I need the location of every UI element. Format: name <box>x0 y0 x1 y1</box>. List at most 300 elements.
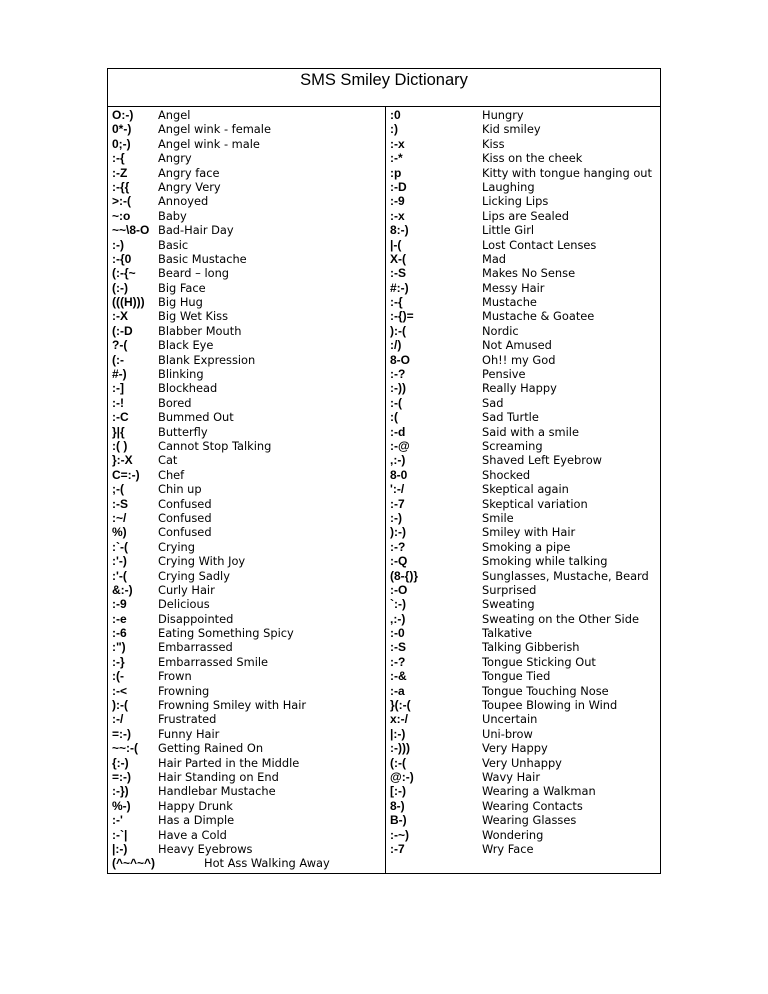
smiley-code: :-O <box>390 582 408 597</box>
smiley-meaning: Tongue Tied <box>482 669 551 684</box>
dictionary-row <box>112 238 382 252</box>
smiley-meaning: Shaved Left Eyebrow <box>482 453 602 468</box>
smiley-meaning: Big Face <box>158 280 206 295</box>
smiley-code: :-( <box>390 395 402 410</box>
smiley-meaning: Chin up <box>158 482 202 497</box>
smiley-meaning: Mustache <box>482 295 537 310</box>
dictionary-row <box>390 353 658 367</box>
smiley-meaning: Messy Hair <box>482 280 545 295</box>
smiley-code: :-S <box>390 640 406 655</box>
smiley-meaning: Smoking while talking <box>482 554 608 569</box>
smiley-code: :-d <box>390 424 406 439</box>
smiley-code: ;-( <box>112 482 124 497</box>
dictionary-row <box>390 108 658 122</box>
dictionary-row <box>112 813 382 827</box>
dictionary-row <box>390 497 658 511</box>
smiley-code: :-) <box>390 510 402 525</box>
smiley-code: (:-) <box>112 280 128 295</box>
dictionary-row <box>112 626 382 640</box>
smiley-code: C=:-) <box>112 467 140 482</box>
smiley-code: :-9 <box>112 597 127 612</box>
dictionary-row <box>390 626 658 640</box>
dictionary-row <box>390 166 658 180</box>
smiley-code: ,:-) <box>390 611 406 626</box>
smiley-meaning: Black Eye <box>158 338 214 353</box>
dictionary-row <box>390 655 658 669</box>
dictionary-row <box>390 223 658 237</box>
dictionary-row <box>112 828 382 842</box>
dictionary-row <box>390 554 658 568</box>
dictionary-row <box>390 525 658 539</box>
smiley-code: (:- <box>112 352 124 367</box>
smiley-code: >:-( <box>112 194 131 209</box>
smiley-meaning: Has a Dimple <box>158 813 235 828</box>
smiley-meaning: Wavy Hair <box>482 769 541 784</box>
smiley-meaning: Frown <box>158 669 192 684</box>
smiley-meaning: Baby <box>158 208 187 223</box>
smiley-code: :-X <box>112 309 128 324</box>
smiley-code: }|{ <box>112 424 125 439</box>
dictionary-row <box>390 569 658 583</box>
smiley-meaning: Kid smiley <box>482 122 541 137</box>
smiley-code: :-/ <box>112 712 124 727</box>
smiley-code: :-? <box>390 654 406 669</box>
smiley-meaning: Angel <box>158 108 191 122</box>
smiley-meaning: Hair Parted in the Middle <box>158 755 300 770</box>
smiley-code: :-{{ <box>112 179 130 194</box>
smiley-code: ,:-) <box>390 453 406 468</box>
smiley-meaning: Embarrassed <box>158 640 233 655</box>
smiley-meaning: Blank Expression <box>158 352 256 367</box>
dictionary-row <box>390 482 658 496</box>
smiley-code: :-9 <box>390 194 405 209</box>
smiley-meaning: Angel wink - female <box>158 122 271 137</box>
dictionary-row <box>112 569 382 583</box>
smiley-meaning: Handlebar Mustache <box>158 784 276 799</box>
smiley-code: @:-) <box>390 769 414 784</box>
smiley-meaning: Wearing Contacts <box>482 798 583 813</box>
dictionary-row <box>112 669 382 683</box>
smiley-code: 0;-) <box>112 136 131 151</box>
smiley-meaning: Bored <box>158 395 192 410</box>
dictionary-row <box>390 756 658 770</box>
smiley-code: :-{ <box>112 151 125 166</box>
smiley-code: #:-) <box>390 280 409 295</box>
dictionary-row <box>390 612 658 626</box>
dictionary-row <box>390 425 658 439</box>
smiley-meaning: Hot Ass Walking Away <box>204 856 330 871</box>
dictionary-row <box>390 252 658 266</box>
smiley-code: (:-( <box>390 755 406 770</box>
smiley-code: :-)) <box>390 381 406 396</box>
smiley-meaning: Really Happy <box>482 381 557 396</box>
dictionary-row <box>112 122 382 136</box>
smiley-code: |:-) <box>390 726 406 741</box>
smiley-meaning: Getting Rained On <box>158 741 264 756</box>
dictionary-row <box>112 453 382 467</box>
smiley-code: 8-) <box>390 798 405 813</box>
smiley-code: }:-X <box>112 453 133 468</box>
smiley-code: ):-) <box>390 525 406 540</box>
dictionary-row <box>390 410 658 424</box>
dictionary-row <box>112 511 382 525</box>
smiley-code: :-}) <box>112 784 129 799</box>
right-column <box>390 108 658 856</box>
smiley-meaning: Blabber Mouth <box>158 323 242 338</box>
dictionary-row <box>112 353 382 367</box>
smiley-meaning: Sunglasses, Mustache, Beard <box>482 568 649 583</box>
smiley-meaning: Cat <box>158 453 178 468</box>
dictionary-row <box>390 137 658 151</box>
smiley-meaning: Smiley with Hair <box>482 525 576 540</box>
dictionary-row <box>112 640 382 654</box>
smiley-code: [:-) <box>390 784 406 799</box>
dictionary-row <box>112 727 382 741</box>
smiley-code: :-< <box>112 683 127 698</box>
dictionary-row <box>112 410 382 424</box>
smiley-code: :-))) <box>390 741 410 756</box>
smiley-code: ):-( <box>112 698 128 713</box>
dictionary-row <box>112 425 382 439</box>
smiley-meaning: Delicious <box>158 597 210 612</box>
dictionary-row <box>112 209 382 223</box>
smiley-meaning: Oh!! my God <box>482 352 556 367</box>
smiley-code: :'-( <box>112 568 127 583</box>
dictionary-row <box>390 281 658 295</box>
smiley-code: :") <box>112 640 126 655</box>
smiley-code: :-{)= <box>390 309 414 324</box>
smiley-dictionary-table <box>107 68 661 874</box>
left-column <box>112 108 382 871</box>
column-divider <box>385 106 386 873</box>
smiley-meaning: Big Hug <box>158 295 203 310</box>
smiley-code: :-? <box>390 367 406 382</box>
smiley-code: {:-) <box>112 755 129 770</box>
dictionary-row <box>112 151 382 165</box>
smiley-code: 0*-) <box>112 122 132 137</box>
smiley-code: B-) <box>390 813 407 828</box>
smiley-code: :-! <box>112 395 124 410</box>
smiley-meaning: Hair Standing on End <box>158 769 279 784</box>
dictionary-row <box>112 842 382 856</box>
dictionary-row <box>112 698 382 712</box>
smiley-meaning: Wondering <box>482 827 544 842</box>
smiley-meaning: Mustache & Goatee <box>482 309 595 324</box>
dictionary-row <box>390 712 658 726</box>
dictionary-row <box>390 727 658 741</box>
smiley-code: :-{ <box>390 295 403 310</box>
smiley-code: 8:-) <box>390 223 409 238</box>
smiley-meaning: Skeptical again <box>482 482 569 497</box>
dictionary-row <box>390 295 658 309</box>
dictionary-row <box>112 180 382 194</box>
smiley-code: (^~^~^) <box>112 856 156 871</box>
dictionary-row <box>390 784 658 798</box>
dictionary-row <box>112 396 382 410</box>
smiley-meaning: Happy Drunk <box>158 798 233 813</box>
smiley-meaning: Frowning Smiley with Hair <box>158 698 307 713</box>
smiley-meaning: Mad <box>482 251 507 266</box>
smiley-meaning: Crying With Joy <box>158 554 246 569</box>
dictionary-row <box>390 669 658 683</box>
smiley-meaning: Angry Very <box>158 179 221 194</box>
dictionary-row <box>112 108 382 122</box>
smiley-code: |-( <box>390 237 402 252</box>
smiley-code: :-* <box>390 151 403 166</box>
smiley-meaning: Confused <box>158 496 212 511</box>
smiley-code: ~~\8-O <box>112 223 150 238</box>
dictionary-row <box>390 511 658 525</box>
smiley-meaning: Said with a smile <box>482 424 579 439</box>
smiley-code: `:-) <box>390 597 406 612</box>
dictionary-row <box>112 655 382 669</box>
smiley-meaning: Funny Hair <box>158 726 220 741</box>
smiley-meaning: Blockhead <box>158 381 218 396</box>
dictionary-row <box>390 209 658 223</box>
smiley-meaning: Sad Turtle <box>482 410 539 425</box>
smiley-meaning: Frustrated <box>158 712 217 727</box>
smiley-meaning: Embarrassed Smile <box>158 654 269 669</box>
smiley-meaning: Hungry <box>482 108 524 122</box>
smiley-code: :-' <box>112 813 123 828</box>
smiley-code: :-C <box>112 410 129 425</box>
dictionary-row <box>390 583 658 597</box>
dictionary-row <box>390 338 658 352</box>
dictionary-row <box>390 122 658 136</box>
dictionary-row <box>112 856 382 870</box>
dictionary-row <box>390 396 658 410</box>
dictionary-row <box>390 381 658 395</box>
smiley-code: :-@ <box>390 438 410 453</box>
smiley-meaning: Big Wet Kiss <box>158 309 229 324</box>
dictionary-row <box>112 266 382 280</box>
smiley-code: #-) <box>112 367 127 382</box>
smiley-meaning: Shocked <box>482 467 531 482</box>
smiley-code: (((H))) <box>112 295 145 310</box>
smiley-code: :-7 <box>390 496 405 511</box>
smiley-code: %-) <box>112 798 131 813</box>
smiley-meaning: Sweating on the Other Side <box>482 611 639 626</box>
smiley-code: 8-O <box>390 352 411 367</box>
smiley-meaning: Lost Contact Lenses <box>482 237 597 252</box>
smiley-code: :-6 <box>112 626 127 641</box>
smiley-code: =:-) <box>112 769 131 784</box>
smiley-meaning: Nordic <box>482 323 519 338</box>
smiley-code: (:-D <box>112 323 133 338</box>
smiley-meaning: Kiss on the cheek <box>482 151 583 166</box>
smiley-code: :( ) <box>112 438 128 453</box>
dictionary-row <box>112 324 382 338</box>
dictionary-row <box>112 741 382 755</box>
dictionary-row <box>390 540 658 554</box>
smiley-meaning: Bummed Out <box>158 410 234 425</box>
dictionary-row <box>112 583 382 597</box>
smiley-meaning: Blinking <box>158 367 204 382</box>
smiley-code: :-{0 <box>112 251 132 266</box>
dictionary-row <box>390 813 658 827</box>
smiley-code: ?-( <box>112 338 128 353</box>
smiley-code: :'-) <box>112 554 127 569</box>
smiley-code: O:-) <box>112 108 134 122</box>
dictionary-row <box>390 266 658 280</box>
smiley-meaning: Kiss <box>482 136 505 151</box>
dictionary-row <box>112 540 382 554</box>
smiley-code: :-0 <box>390 626 405 641</box>
smiley-meaning: Chef <box>158 467 185 482</box>
smiley-code: :-~) <box>390 827 409 842</box>
smiley-code: ~~:-( <box>112 741 139 756</box>
smiley-meaning: Talking Gibberish <box>482 640 580 655</box>
smiley-code: :0 <box>390 108 401 122</box>
smiley-code: }(:-( <box>390 698 411 713</box>
smiley-code: :-`| <box>112 827 128 842</box>
dictionary-row <box>112 194 382 208</box>
smiley-code: &:-) <box>112 582 133 597</box>
smiley-meaning: Confused <box>158 525 212 540</box>
smiley-code: :( <box>390 410 398 425</box>
smiley-meaning: Heavy Eyebrows <box>158 841 253 856</box>
dictionary-row <box>112 338 382 352</box>
smiley-code: :`-( <box>112 539 128 554</box>
dictionary-row <box>112 367 382 381</box>
smiley-meaning: Smile <box>482 510 514 525</box>
dictionary-row <box>112 439 382 453</box>
smiley-meaning: Sweating <box>482 597 535 612</box>
dictionary-row <box>112 770 382 784</box>
dictionary-row <box>390 741 658 755</box>
dictionary-row <box>112 712 382 726</box>
smiley-meaning: Very Unhappy <box>482 755 562 770</box>
smiley-code: :-Z <box>112 165 128 180</box>
smiley-meaning: Sad <box>482 395 504 410</box>
dictionary-row <box>390 439 658 453</box>
smiley-meaning: Uni-brow <box>482 726 533 741</box>
smiley-code: X-( <box>390 251 406 266</box>
dictionary-row <box>112 309 382 323</box>
smiley-meaning: Angry <box>158 151 192 166</box>
smiley-meaning: Not Amused <box>482 338 552 353</box>
smiley-code: %) <box>112 525 127 540</box>
smiley-code: ):-( <box>390 323 406 338</box>
smiley-meaning: Pensive <box>482 367 526 382</box>
smiley-meaning: Disappointed <box>158 611 234 626</box>
smiley-code: :-S <box>112 496 128 511</box>
smiley-code: :-] <box>112 381 124 396</box>
dictionary-row <box>112 554 382 568</box>
smiley-meaning: Bad-Hair Day <box>158 223 234 238</box>
dictionary-row <box>112 799 382 813</box>
smiley-meaning: Annoyed <box>158 194 209 209</box>
dictionary-row <box>112 612 382 626</box>
smiley-code: 8-0 <box>390 467 408 482</box>
smiley-code: (8-{)} <box>390 568 419 583</box>
dictionary-row <box>112 684 382 698</box>
dictionary-row <box>390 828 658 842</box>
smiley-meaning: Wearing Glasses <box>482 813 577 828</box>
smiley-meaning: Eating Something Spicy <box>158 626 294 641</box>
dictionary-row <box>112 252 382 266</box>
smiley-meaning: Crying Sadly <box>158 568 230 583</box>
smiley-meaning: Laughing <box>482 179 535 194</box>
smiley-code: :-S <box>390 266 406 281</box>
dictionary-row <box>112 137 382 151</box>
dictionary-row <box>112 381 382 395</box>
smiley-meaning: Wry Face <box>482 841 534 856</box>
smiley-code: :-x <box>390 208 405 223</box>
smiley-code: ~:o <box>112 208 131 223</box>
dictionary-row <box>390 842 658 856</box>
smiley-code: |:-) <box>112 841 128 856</box>
dictionary-row <box>390 468 658 482</box>
smiley-code: :-e <box>112 611 127 626</box>
smiley-meaning: Frowning <box>158 683 210 698</box>
smiley-meaning: Cannot Stop Talking <box>158 438 272 453</box>
smiley-code: :-D <box>390 179 407 194</box>
smiley-meaning: Butterfly <box>158 424 208 439</box>
dictionary-row <box>390 698 658 712</box>
dictionary-row <box>390 309 658 323</box>
smiley-meaning: Makes No Sense <box>482 266 576 281</box>
smiley-meaning: Angel wink - male <box>158 136 260 151</box>
smiley-meaning: Tongue Sticking Out <box>482 654 596 669</box>
dictionary-row <box>390 324 658 338</box>
dictionary-row <box>390 597 658 611</box>
smiley-meaning: Smoking a pipe <box>482 539 571 554</box>
smiley-meaning: Confused <box>158 510 212 525</box>
smiley-code: =:-) <box>112 726 131 741</box>
dictionary-row <box>390 194 658 208</box>
smiley-code: :-) <box>112 237 124 252</box>
page-title: SMS Smiley Dictionary <box>300 71 468 89</box>
dictionary-row <box>112 784 382 798</box>
smiley-meaning: Lips are Sealed <box>482 208 569 223</box>
smiley-code: :-7 <box>390 841 405 856</box>
smiley-code: :~/ <box>112 510 127 525</box>
smiley-meaning: Skeptical variation <box>482 496 588 511</box>
dictionary-row <box>112 223 382 237</box>
smiley-meaning: Little Girl <box>482 223 535 238</box>
smiley-meaning: Have a Cold <box>158 827 227 842</box>
title-row <box>108 69 660 107</box>
dictionary-row <box>112 468 382 482</box>
dictionary-row <box>390 151 658 165</box>
smiley-code: :-& <box>390 669 407 684</box>
smiley-meaning: Tongue Touching Nose <box>482 683 609 698</box>
smiley-meaning: Licking Lips <box>482 194 549 209</box>
smiley-meaning: Very Happy <box>482 741 548 756</box>
dictionary-row <box>112 295 382 309</box>
dictionary-row <box>390 180 658 194</box>
smiley-meaning: Uncertain <box>482 712 538 727</box>
smiley-code: :(- <box>112 669 124 684</box>
smiley-meaning: Basic Mustache <box>158 251 247 266</box>
dictionary-row <box>390 770 658 784</box>
smiley-meaning: Surprised <box>482 582 537 597</box>
smiley-meaning: Kitty with tongue hanging out <box>482 165 652 180</box>
smiley-code: ':-/ <box>390 482 405 497</box>
dictionary-row <box>390 640 658 654</box>
smiley-code: :-a <box>390 683 405 698</box>
dictionary-row <box>112 525 382 539</box>
smiley-code: :-} <box>112 654 125 669</box>
smiley-meaning: Basic <box>158 237 189 252</box>
smiley-meaning: Angry face <box>158 165 220 180</box>
smiley-meaning: Wearing a Walkman <box>482 784 596 799</box>
smiley-code: :-x <box>390 136 405 151</box>
smiley-meaning: Talkative <box>482 626 532 641</box>
dictionary-row <box>112 756 382 770</box>
smiley-code: :/) <box>390 338 402 353</box>
